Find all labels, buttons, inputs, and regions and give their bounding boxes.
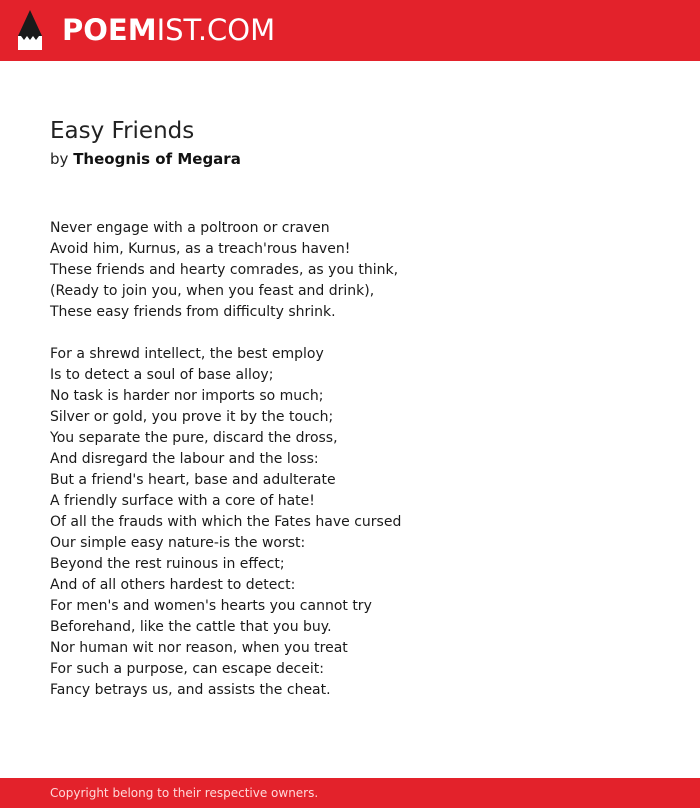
pencil-tip-icon[interactable] (18, 10, 42, 50)
poem-line: (Ready to join you, when you feast and drink), (50, 283, 375, 299)
poem-line: But a friend's heart, base and adulterate (50, 472, 336, 488)
poem-line: No task is harder nor imports so much; (50, 388, 324, 404)
logo-light-text: IST.COM (156, 13, 276, 47)
poem-line: Of all the frauds with which the Fates have cursed (50, 514, 402, 530)
by-label: by (50, 150, 69, 168)
poem-line: Is to detect a soul of base alloy; (50, 367, 274, 383)
copyright-text: Copyright belong to their respective owners. (50, 786, 319, 800)
poem-line: Beforehand, like the cattle that you buy. (50, 619, 332, 635)
poem-line: Never engage with a poltroon or craven (50, 220, 330, 236)
poem-stanza (50, 218, 650, 323)
poem-line: And of all others hardest to detect: (50, 577, 296, 593)
poem-line: These friends and hearty comrades, as you think, (50, 262, 399, 278)
poem-stanza (50, 344, 650, 701)
poem-byline (50, 148, 241, 170)
poem-line: For such a purpose, can escape deceit: (50, 661, 324, 677)
poem-line: Nor human wit nor reason, when you treat (50, 640, 348, 656)
poem-line: For men's and women's hearts you cannot try (50, 598, 372, 614)
poem-body (50, 218, 650, 722)
poem-title: Easy Friends (50, 118, 195, 144)
poem-line: Our simple easy nature-is the worst: (50, 535, 306, 551)
site-header (0, 0, 700, 61)
poem-line: And disregard the labour and the loss: (50, 451, 319, 467)
poem-author: Theognis of Megara (73, 150, 241, 168)
site-footer (0, 778, 700, 808)
poem-line: You separate the pure, discard the dross, (50, 430, 338, 446)
poem-line: Silver or gold, you prove it by the touch; (50, 409, 334, 425)
poem-line: Avoid him, Kurnus, as a treach'rous haven! (50, 241, 351, 257)
poem-line: Fancy betrays us, and assists the cheat. (50, 682, 331, 698)
poem-line: Beyond the rest ruinous in effect; (50, 556, 285, 572)
logo-bold-text: POEM (62, 13, 157, 47)
site-logo[interactable] (62, 12, 275, 48)
poem-line: A friendly surface with a core of hate! (50, 493, 315, 509)
poem-line: For a shrewd intellect, the best employ (50, 346, 324, 362)
poem-line: These easy friends from difficulty shrink. (50, 304, 336, 320)
